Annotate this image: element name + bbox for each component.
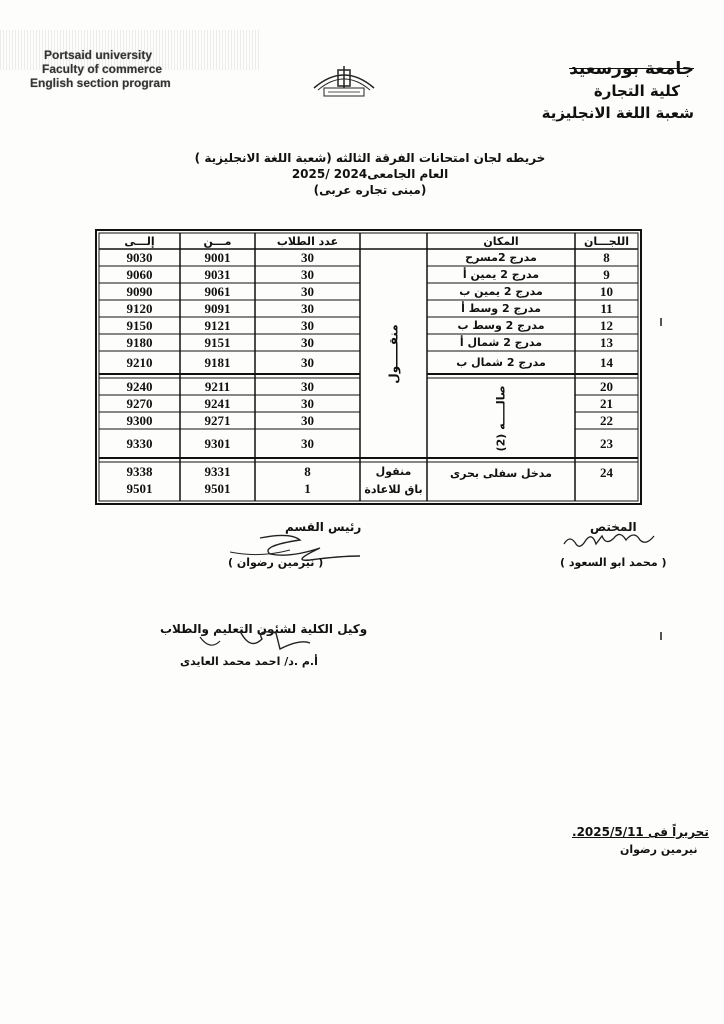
from-cell: 9151 xyxy=(204,334,231,350)
from-cell: 9241 xyxy=(204,395,231,411)
students-cell: 1 xyxy=(304,480,311,496)
from-cell: 9121 xyxy=(204,317,231,333)
place-cell: مدرج 2 وسط أ xyxy=(461,302,541,315)
committee-cell: 10 xyxy=(600,283,613,299)
en-header-line: English section program xyxy=(30,76,171,90)
students-cell: 30 xyxy=(301,395,314,411)
to-cell: 9338 xyxy=(126,463,153,479)
head-name: ( نيرمين رضوان ) xyxy=(228,556,324,569)
header-committee: اللجـــان xyxy=(583,234,630,248)
merged-status-cell xyxy=(360,249,427,458)
to-cell: 9270 xyxy=(126,395,153,411)
committees-table xyxy=(95,229,642,505)
header-to: إلـــى xyxy=(124,234,155,248)
to-cell: 9300 xyxy=(126,412,153,428)
students-cell: 30 xyxy=(301,435,314,451)
to-cell: 9150 xyxy=(126,317,153,333)
from-cell: 9301 xyxy=(204,435,231,451)
students-cell: 30 xyxy=(301,317,314,333)
place-cell: مدرج 2 يمين أ xyxy=(462,268,540,281)
students-cell: 30 xyxy=(301,300,314,316)
to-cell: 9240 xyxy=(126,378,153,394)
students-cell: 30 xyxy=(301,266,314,282)
specialist-signature-icon xyxy=(560,530,670,552)
students-cell: 30 xyxy=(301,378,314,394)
ar-header-line: شعبة اللغة الانجليزية xyxy=(541,104,694,122)
specialist-title: المختص xyxy=(590,520,637,534)
committee-cell: 24 xyxy=(600,465,613,480)
writer-name: نيرمين رضوان xyxy=(620,843,698,856)
header-place: المكان xyxy=(483,234,519,248)
to-cell: 9090 xyxy=(126,283,153,299)
title-line-2: العام الجامعى2024 /2025 xyxy=(291,167,449,181)
specialist-name: ( محمد ابو السعود ) xyxy=(560,556,667,569)
place-cell: مدرج 2 شمال ب xyxy=(456,356,546,369)
header-from: مـــن xyxy=(203,234,232,248)
to-cell: 9120 xyxy=(126,300,153,316)
hall-cell xyxy=(427,378,575,458)
ar-header-line: كلية التجارة xyxy=(593,82,680,100)
from-cell: 9091 xyxy=(204,300,231,316)
students-cell: 30 xyxy=(301,354,314,370)
students-cell: 30 xyxy=(301,249,314,265)
place-cell: مدرج 2 شمال أ xyxy=(459,336,543,349)
arabic-header xyxy=(494,58,694,124)
head-title: رئيس القسم xyxy=(285,520,362,534)
from-cell: 9501 xyxy=(204,480,231,496)
students-cell: 8 xyxy=(304,463,311,479)
from-cell: 9211 xyxy=(204,378,231,394)
status-cell: باق للاعادة xyxy=(364,482,423,496)
committee-cell: 22 xyxy=(600,412,613,428)
place-cell: مدخل سفلى بحرى xyxy=(450,466,552,480)
from-cell: 9061 xyxy=(204,283,231,299)
committee-cell: 8 xyxy=(603,249,610,265)
header-blank xyxy=(360,233,427,249)
moved-vertical-label: منقـــــول xyxy=(386,323,401,384)
scan-speck xyxy=(660,632,662,640)
to-cell: 9060 xyxy=(126,266,153,282)
vice-dean-title: وكيل الكلية لشئون التعليم والطلاب xyxy=(160,622,368,636)
title-line-1: خريطه لجان امتحانات الفرقة الثالثه (شعبة اللغة الانجليزية ) xyxy=(194,151,546,165)
committee-cell: 9 xyxy=(603,266,610,282)
committee-cell: 13 xyxy=(600,334,613,350)
students-cell: 30 xyxy=(301,283,314,299)
en-header-line: Portsaid university xyxy=(44,48,153,62)
to-cell: 9501 xyxy=(126,480,153,496)
from-cell: 9001 xyxy=(204,249,231,265)
document-title xyxy=(180,150,560,198)
header-students: عدد الطلاب xyxy=(276,234,339,248)
to-cell: 9180 xyxy=(126,334,153,350)
committee-cell: 23 xyxy=(600,435,613,451)
place-cell: مدرج 2مسرح xyxy=(465,251,537,264)
to-cell: 9030 xyxy=(126,249,153,265)
to-cell: 9210 xyxy=(126,354,153,370)
title-line-3: (مبنى تجاره عربى) xyxy=(313,183,427,197)
committee-cell: 14 xyxy=(600,354,613,370)
english-header xyxy=(30,48,230,90)
from-cell: 9331 xyxy=(204,463,231,479)
to-cell: 9330 xyxy=(126,435,153,451)
committee-cell: 20 xyxy=(600,378,613,394)
place-cell: مدرج 2 يمين ب xyxy=(459,285,543,298)
committee-cell: 21 xyxy=(600,395,613,411)
hall-vertical-label: صالـــــه (2) xyxy=(494,385,508,451)
from-cell: 9271 xyxy=(204,412,231,428)
date-line: تحريراً فى 2025/5/11. xyxy=(572,825,709,839)
faculty-logo-icon xyxy=(310,58,378,102)
status-cell: منقول xyxy=(375,464,412,478)
scan-speck xyxy=(660,318,662,326)
vice-dean-name: أ.م .د/ احمد محمد العايدى xyxy=(180,655,318,668)
place-cell: مدرج 2 وسط ب xyxy=(457,319,545,332)
ar-header-line: جامعة بورسعيد xyxy=(569,59,694,79)
students-cell: 30 xyxy=(301,334,314,350)
committee-cell: 12 xyxy=(600,317,613,333)
en-header-line: Faculty of commerce xyxy=(42,62,163,76)
from-cell: 9181 xyxy=(204,354,231,370)
committee-cell: 11 xyxy=(600,300,613,316)
from-cell: 9031 xyxy=(204,266,231,282)
students-cell: 30 xyxy=(301,412,314,428)
vice-dean-signature-icon xyxy=(180,625,330,655)
